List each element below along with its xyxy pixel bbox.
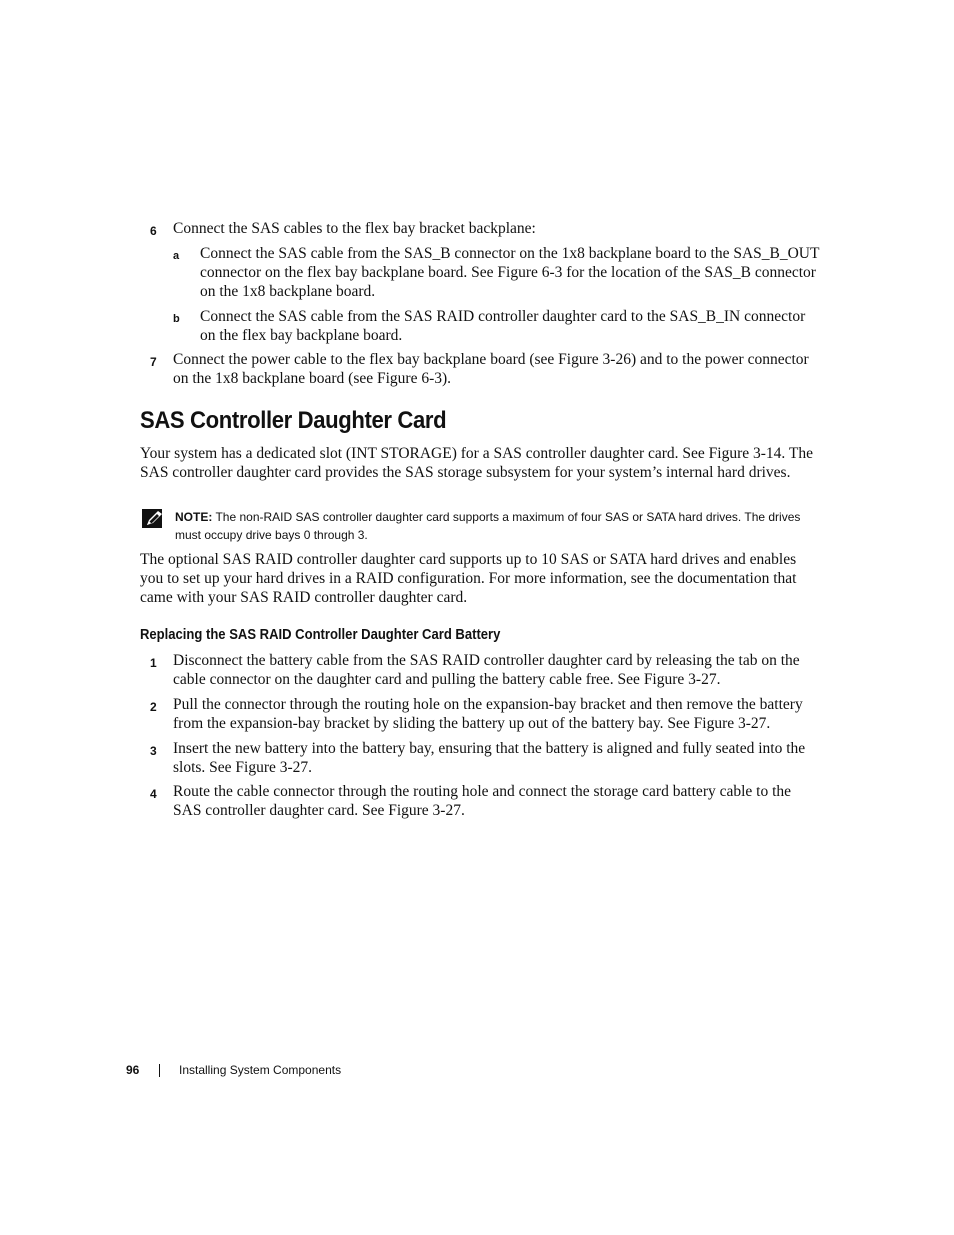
step-number: 2 <box>150 700 157 714</box>
footer-section-name: Installing System Components <box>179 1063 342 1077</box>
step-text: Connect the SAS cables to the flex bay bracket backplane: <box>173 220 536 237</box>
section-heading: SAS Controller Daughter Card <box>140 407 447 434</box>
substep-letter: a <box>173 250 180 262</box>
note-label: NOTE: <box>175 510 213 524</box>
subsection-heading: Replacing the SAS RAID Controller Daughter Card Battery <box>140 627 501 643</box>
step-number: 7 <box>150 355 157 369</box>
substep-b <box>172 307 820 345</box>
step-7 <box>140 350 820 388</box>
step-text: Insert the new battery into the battery bay, ensuring that the battery is aligned and fully seated into the slots. See Figure 3-27. <box>173 740 806 776</box>
step-number: 1 <box>150 656 157 670</box>
step-number: 4 <box>150 787 157 801</box>
raid-paragraph: The optional SAS RAID controller daughter card supports up to 10 SAS or SATA hard drives and enables you to set up your hard drives in a RAID configuration. For more information, see the documentation that came with your SAS RAID controller daughter card. <box>140 551 797 606</box>
page-footer <box>126 1062 342 1078</box>
note-text <box>175 508 816 544</box>
page-number: 96 <box>126 1063 140 1077</box>
pencil-note-icon <box>142 509 166 529</box>
step-2 <box>140 695 820 733</box>
step-3 <box>140 739 820 777</box>
step-text: Connect the power cable to the flex bay backplane board (see Figure 3-26) and to the power connector on the 1x8 backplane board (see Figure 6-3). <box>173 351 809 387</box>
substep-text: Connect the SAS cable from the SAS_B connector on the 1x8 backplane board to the SAS_B_OUT connector on the flex bay backplane board. See Figure 6-3 for the location of the SAS_B connector on the 1x8 backplane board. <box>200 245 820 300</box>
step-text: Pull the connector through the routing hole on the expansion-bay bracket and then remove the battery from the expansion-bay bracket by sliding the battery up out of the battery bay. See Figure 3-27. <box>173 696 803 732</box>
note-box <box>140 508 816 544</box>
step-4 <box>140 782 820 820</box>
substep-letter: b <box>173 313 180 325</box>
step-1 <box>140 651 820 689</box>
substep-a <box>172 244 820 301</box>
note-body: The non-RAID SAS controller daughter card supports a maximum of four SAS or SATA hard drives. The drives must occupy drive bays 0 through 3. <box>175 510 801 542</box>
step-text: Route the cable connector through the routing hole and connect the storage card battery cable to the SAS controller daughter card. See Figure 3-27. <box>173 783 792 819</box>
intro-paragraph: Your system has a dedicated slot (INT STORAGE) for a SAS controller daughter card. See Figure 3-14. The SAS controller daughter card provides the SAS storage subsystem for your system’s internal hard drives. <box>140 445 813 481</box>
step-text: Disconnect the battery cable from the SAS RAID controller daughter card by releasing the tab on the cable connector on the daughter card and pulling the battery cable free. See Figure 3-27. <box>173 652 800 688</box>
step-6 <box>140 219 820 238</box>
footer-divider <box>159 1064 160 1077</box>
step-number: 3 <box>150 744 157 758</box>
step-number: 6 <box>150 224 157 238</box>
substep-text: Connect the SAS cable from the SAS RAID controller daughter card to the SAS_B_IN connector on the flex bay backplane board. <box>200 308 806 344</box>
